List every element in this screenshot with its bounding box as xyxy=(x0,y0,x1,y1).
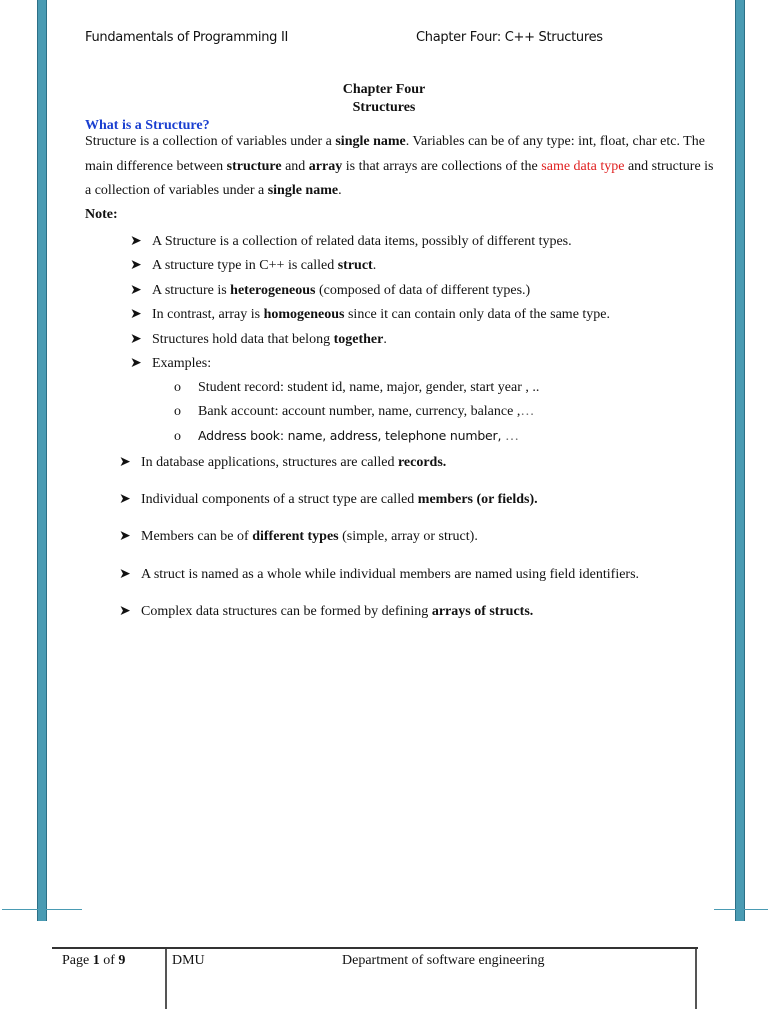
right-margin-tick xyxy=(714,909,768,910)
note-item: ➤ A structure is heterogeneous (composed of data of different types.) xyxy=(130,283,531,298)
chapter-subtitle: Structures xyxy=(352,100,416,115)
left-margin-bar xyxy=(37,0,47,921)
note-label: Note: xyxy=(85,207,118,222)
circle-bullet-icon: o xyxy=(174,429,181,444)
arrowhead-bullet-icon: ➤ xyxy=(119,604,131,619)
arrowhead-bullet-icon: ➤ xyxy=(119,492,131,507)
header-course-title: Fundamentals of Programming II xyxy=(85,30,289,45)
note-item: ➤ A Structure is a collection of related data items, possibly of different types. xyxy=(130,234,572,249)
point-item: ➤ In database applications, structures are called records. xyxy=(119,455,447,470)
note-item: ➤ Structures hold data that belong together. xyxy=(130,332,387,347)
left-margin-tick xyxy=(2,909,82,910)
footer-department: Department of software engineering xyxy=(342,953,545,968)
note-item: ➤ Examples: xyxy=(130,356,212,371)
arrowhead-bullet-icon: ➤ xyxy=(130,307,142,322)
arrowhead-bullet-icon: ➤ xyxy=(130,356,142,371)
page-number: Page 1 of 9 xyxy=(62,953,126,968)
point-item: ➤ Complex data structures can be formed by defining arrays of structs. xyxy=(119,604,534,619)
point-item: ➤ Members can be of different types (simple, array or struct). xyxy=(119,529,478,544)
circle-bullet-icon: o xyxy=(174,404,181,419)
arrowhead-bullet-icon: ➤ xyxy=(130,332,142,347)
point-item: ➤ A struct is named as a whole while individual members are named using field identifiers. xyxy=(119,567,640,582)
example-item: o Student record: student id, name, major, gender, start year , .. xyxy=(174,380,540,395)
arrowhead-bullet-icon: ➤ xyxy=(130,234,142,249)
example-item: o Bank account: account number, name, currency, balance ,… xyxy=(174,404,535,419)
right-margin-bar xyxy=(735,0,745,921)
page-footer xyxy=(52,947,698,1009)
example-item: o Address book: name, address, telephone number, … xyxy=(174,428,520,444)
note-item: ➤ In contrast, array is homogeneous since it can contain only data of the same type. xyxy=(130,307,611,322)
header-chapter-title: Chapter Four: C++ Structures xyxy=(416,30,603,45)
arrowhead-bullet-icon: ➤ xyxy=(130,258,142,273)
arrowhead-bullet-icon: ➤ xyxy=(119,455,131,470)
arrowhead-bullet-icon: ➤ xyxy=(119,529,131,544)
intro-paragraph: Structure is a collection of variables under a single name. Variables can be of any type: int, float, char etc. The main difference between structure and array is that arrays are collections of the same data type and structure is a collection of variables under a single name. xyxy=(85,134,714,198)
note-item: ➤ A structure type in C++ is called struct. xyxy=(130,258,377,273)
footer-divider xyxy=(165,949,167,1009)
footer-divider xyxy=(695,949,697,1009)
section-heading: What is a Structure? xyxy=(85,118,210,133)
arrowhead-bullet-icon: ➤ xyxy=(130,283,142,298)
footer-org: DMU xyxy=(172,953,205,968)
point-item: ➤ Individual components of a struct type are called members (or fields). xyxy=(119,492,538,507)
chapter-title: Chapter Four xyxy=(342,82,426,97)
circle-bullet-icon: o xyxy=(174,380,181,395)
arrowhead-bullet-icon: ➤ xyxy=(119,567,131,582)
